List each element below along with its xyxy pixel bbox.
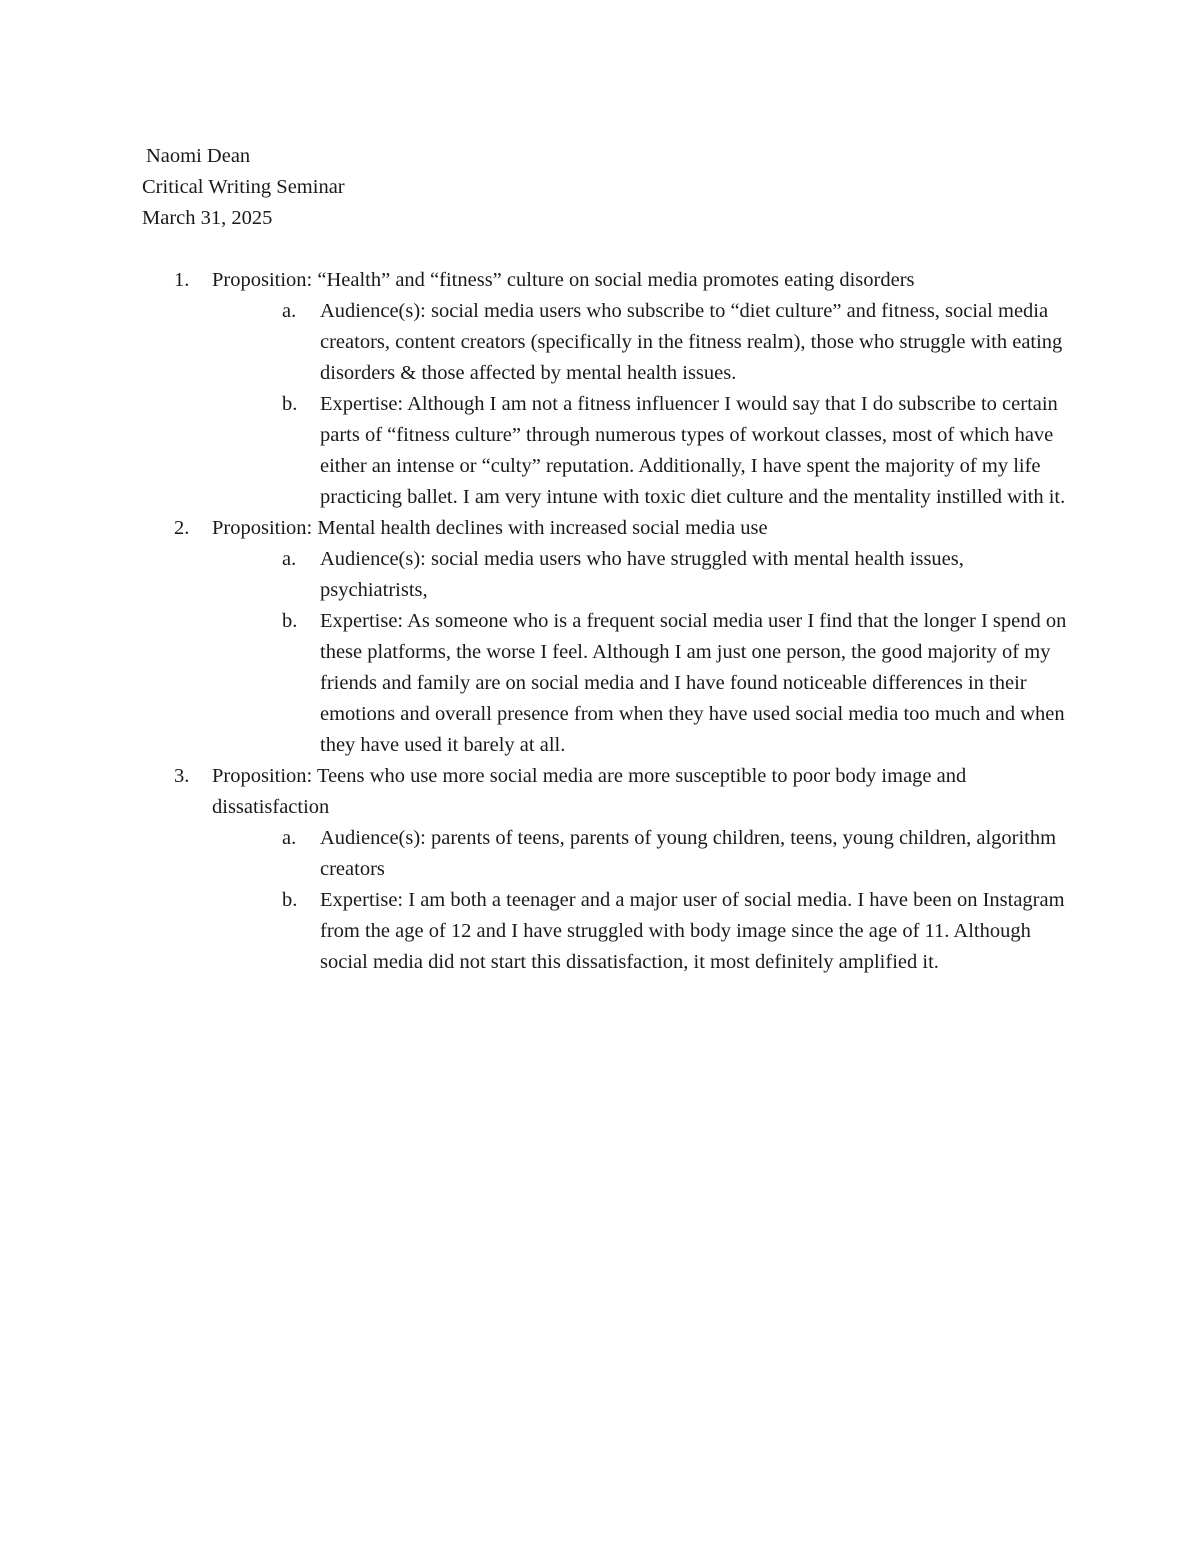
document-header: [142, 141, 842, 234]
proposition-number: 3.: [174, 765, 190, 787]
proposition-text: Proposition: Mental health declines with increased social media use: [212, 517, 768, 539]
expertise-item: [282, 389, 1074, 513]
expertise-text: Expertise: Although I am not a fitness influencer I would say that I do subscribe to certain parts of “fitness culture” through numerous types of workout classes, most of which have either an intense or “culty” reputation. Additionally, I have spent the majority of my life practicing ballet. I am very intune with toxic diet culture and the mentality instilled with it.: [320, 393, 1066, 508]
proposition-item: [174, 761, 1074, 978]
audience-text: Audience(s): social media users who have struggled with mental health issues, psychiatrists,: [320, 548, 964, 601]
audience-item: [282, 544, 1074, 606]
proposition-text: Proposition: “Health” and “fitness” culture on social media promotes eating disorders: [212, 269, 915, 291]
proposition-item: [174, 265, 1074, 513]
sub-item-letter: a.: [282, 827, 297, 849]
proposition-number: 1.: [174, 269, 190, 291]
expertise-item: [282, 885, 1074, 978]
proposition-item: [174, 513, 1074, 761]
proposition-number: 2.: [174, 517, 190, 539]
sub-item-letter: b.: [282, 393, 298, 415]
audience-item: [282, 823, 1074, 885]
expertise-item: [282, 606, 1074, 761]
audience-text: Audience(s): parents of teens, parents of young children, teens, young children, algorithm creators: [320, 827, 1057, 880]
sub-item-letter: b.: [282, 610, 298, 632]
sub-item-letter: b.: [282, 889, 298, 911]
proposition-details: [212, 296, 1074, 513]
proposition-list: [174, 265, 1074, 978]
document-date: March 31, 2025: [142, 207, 273, 229]
course-name: Critical Writing Seminar: [142, 176, 345, 198]
sub-item-letter: a.: [282, 300, 297, 322]
proposition-details: [212, 544, 1074, 761]
audience-item: [282, 296, 1074, 389]
expertise-text: Expertise: I am both a teenager and a major user of social media. I have been on Instagram from the age of 12 and I have struggled with body image since the age of 11. Although social media did not start this dissatisfaction, it most definitely amplified it.: [320, 889, 1065, 973]
proposition-details: [212, 823, 1074, 978]
author-name: Naomi Dean: [146, 145, 251, 167]
proposition-text: Proposition: Teens who use more social media are more susceptible to poor body image and dissatisfaction: [212, 765, 967, 818]
expertise-text: Expertise: As someone who is a frequent social media user I find that the longer I spend on these platforms, the worse I feel. Although I am just one person, the good majority of my friends and family are on social media and I have found noticeable differences in their emotions and overall presence from when they have used social media too much and when they have used it barely at all.: [320, 610, 1067, 756]
audience-text: Audience(s): social media users who subscribe to “diet culture” and fitness, social media creators, content creators (specifically in the fitness realm), those who struggle with eating disorders & those affected by mental health issues.: [320, 300, 1063, 384]
sub-item-letter: a.: [282, 548, 297, 570]
